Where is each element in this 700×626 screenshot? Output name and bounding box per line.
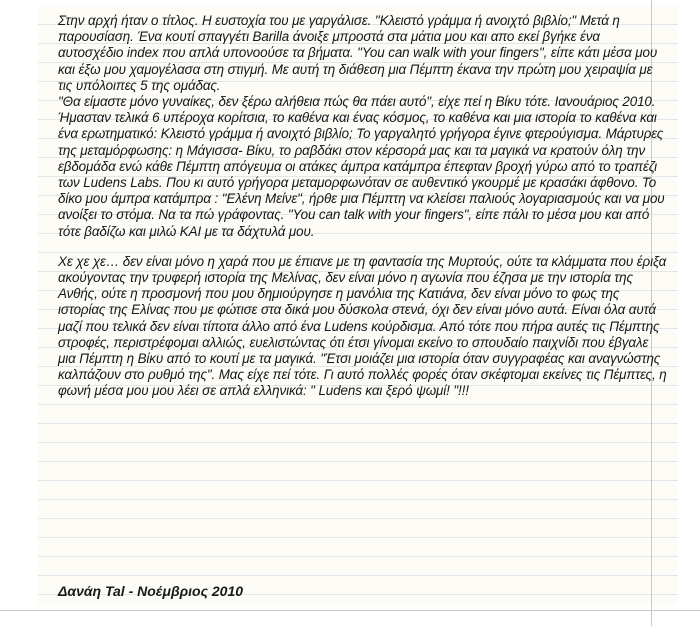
- letter-body: [58, 13, 668, 400]
- paragraph-1: Στην αρχή ήταν ο τίτλος. Η ευστοχία του με γαργάλισε. "Κλειστό γράμμα ή ανοιχτό βιβλίο;" Μετά η παρουσίαση. Ένα κουτί σπαγγέτι Barilla άνοιξε μπροστά στα μάτια μου και απο εκεί βγήκε ένα αυτοσχέδιο index που απλά υπονοούσε τα βήματα. "You can walk with your fingers", είπε κάτι μέσα μου και έξω μου χαμογέλασα στη στιγμή. Με αυτή τη διάθεση μια Πέμπτη έκανα την πρώτη μου χειραψία με τις υπόλοιπες 5 της ομάδας.: [58, 13, 658, 93]
- paragraph-gap: [58, 240, 668, 254]
- signature: Δανάη Tal - Νοέμβριος 2010: [58, 583, 244, 599]
- paragraph-2: "Θα είμαστε μόνο γυναίκες, δεν ξέρω αλήθεια πώς θα πάει αυτό", είχε πεί η Βίκυ τότε. Ιανουάριος 2010. Ήμασταν τελικά 6 υπέροχα κορίτσια, το καθένα και ένας κόσμος, το καθένα και μια ιστορία το καθένα και ένα ερωτηματικό: Κλειστό γράμμα ή ανοιχτό βιβλίο; Το γαργαλητό γρήγορα έγινε φτερούγισμα. Μάρτυρες της μεταμόρφωσης: η Μάγισσα- Βίκυ, το ραβδάκι στον κέρσορά μας και τα μαγικά να κρατούν όλη την εβδομάδα ενώ κάθε Πέμπτη απόγευμα οι ατάκες άμπρα κατάμπρα έπεφταν βροχή γύρω από το τραπέζι των Ludens Labs. Που κι αυτό γρήγορα μεταμορφωνόταν σε αυθεντικό γκουρμέ με κρασάκι άφθονο. Το δίκο μου άμπρα κατάμπρα : "Ελένη Μείνε", ήρθε μια Πέμπτη να κλείσει παλιούς λογαριασμούς και να μου ανοίξει το στόμα. Να τα πώ γράφοντας. "You can talk with your fingers", είπε πάλι το μέσα μου και από τότε βαδίζω και μιλώ ΚΑΙ με τα δάχτυλά μου.: [58, 94, 665, 239]
- bottom-line: [0, 610, 700, 611]
- paragraph-3: Χε χε χε… δεν είναι μόνο η χαρά που με έπιανε με τη φαντασία της Μυρτούς, ούτε τα κλάμματα που έριξα ακούγοντας την τρυφερή ιστορία της Μελίνας, δεν είναι μόνο η αγωνία που έζησα με την ιστορία της Ανθής, ούτε η προσμονή που μου δημιούργησε η μανόλια της Κατιάνα, δεν είναι μόνο το φως της ιστορίας της Ελίνας που με φώτισε στα δικά μου δύσκολα στενά, όχι δεν είναι μόνο αυτά. Είναι όλα αυτά μαζί που τελικά δεν είναι τίποτα άλλο από ένα Ludens κούρδισμα. Από τότε που πήρα αυτές τις Πέμπτης στροφές, περιστρέφομαι αλλιώς, ευελιστώντας ότι έτσι γίνομαι εκείνο το σπουδαίο παιχνίδι που έβγαλε μια Πέμπτη η Βίκυ από το κουτί με τα μαγικά. "Έτσι μοιάζει μια ιστορία όταν συγγραφέας και αναγνώστης καλπάζουν στο ρυθμό της". Μας είχε πεί τότε. Γι αυτό πολλές φορές όταν σκέφτομαι εκείνες τις Πέμπτες, η φωνή μέσα μου μου λέει σε απλά ελληνικά: " Ludens και ξερό ψωμί! "!!!: [58, 253, 667, 399]
